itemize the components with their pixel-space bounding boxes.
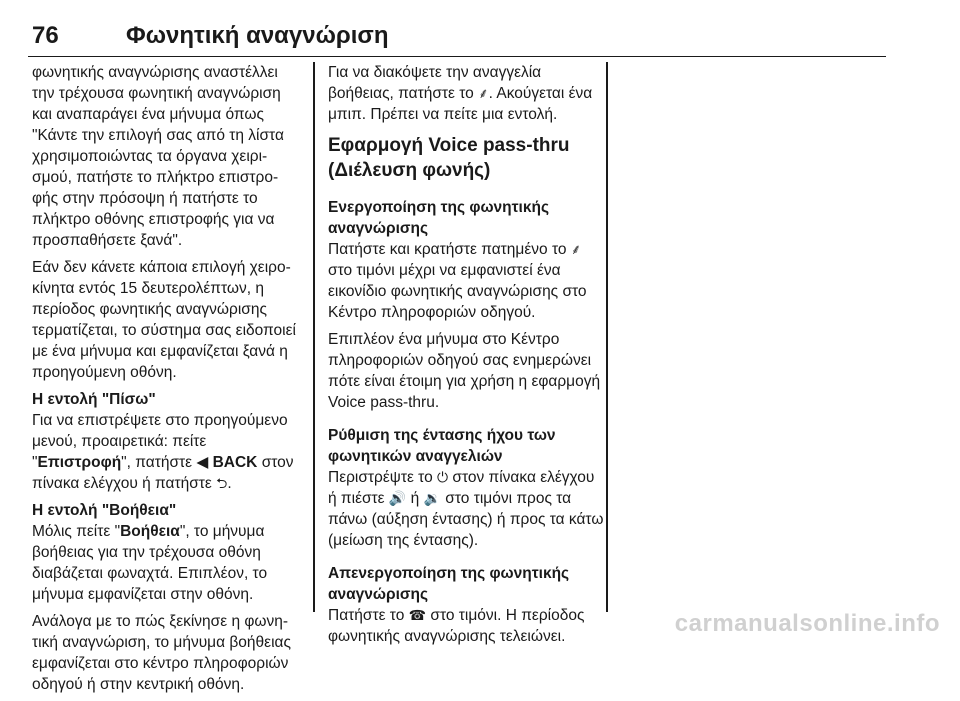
voice-button-icon: ⸙ [478,85,489,101]
paragraph-activate: Πατήστε και κρατήστε πατημένο το ⸙ στο τιμόνι μέχρι να εμφανιστεί ένα εικονίδιο φωνητικής αναγνώρισης στο Κέντρο πληροφοριών οδηγού. [328,241,587,321]
column-right [328,62,604,653]
subheading-back-command: Η εντολή "Πίσω" [32,391,156,408]
power-knob-icon: ⏻ [437,469,449,485]
hang-up-icon: ☎ [408,607,427,623]
page-header [28,22,886,57]
paragraph-volume: Περιστρέψτε το ⏻ στον πίνακα ελέγχου ή πιέστε 🔊 ή 🔉 στο τιμόνι προς τα πάνω (αύξηση έντασης) ή προς τα κάτω (μείωση της έντασης). [328,469,604,549]
subheading-deactivate: Απενεργοποίηση της φωνητικής αναγνώρισης [328,565,570,603]
voice-button-icon: ⸙ [570,241,582,257]
paragraph-ready-message: Επιπλέον ένα μήνυμα στο Κέντρο πληροφοριών οδηγού σας ενημερώνει πότε είναι έτοιμη για χρήση η εφαρμογή Voice pass-thru. [328,331,601,411]
paragraph-timeout: Εάν δεν κάνετε κάποια επιλογή χειροκίνητα εντός 15 δευτερολέπτων, η περίοδος φωνητικής αναγνώρισης τερματίζεται, το σύστημα σας ειδοποιεί με ένα μήνυμα και εμφανίζεται ξανά η προηγούμενη οθόνη. [32,259,296,381]
watermark: carmanualsonline.info [674,610,940,637]
paragraph-voice-back: φωνητικής αναγνώρισης αναστέλλει την τρέχουσα φωνητική αναγνώριση και αναπαράγει ένα μήνυμα όπως "Κάντε την επιλογή σας από τη λίστα χρησιμοποιώντας τα όργανα χειρισμού, πατήστε το πλήκτρο επιστροφής στην πρόσοψη ή πατήστε το πλήκτρο οθόνης επιστροφής για να προσπαθήσετε ξανά". [32,64,284,249]
paragraph-interrupt-help: Για να διακόψετε την αναγγελία βοήθειας, πατήστε το ⸙. Ακούγεται ένα μπιπ. Πρέπει να πείτε μια εντολή. [328,64,593,123]
subheading-activate: Ενεργοποίηση της φωνητικής αναγνώρισης [328,199,550,237]
paragraph-back-command: Για να επιστρέψετε στο προηγούμενο μενού, προαιρετικά: πείτε "Επιστροφή", πατήστε ◀ BACK στον πίνακα ελέγχου ή πατήστε ⮌. [32,412,294,492]
volume-down-icon: 🔉 [423,490,441,506]
subheading-help-command: Η εντολή "Βοήθεια" [32,502,177,519]
column-divider-1 [313,62,315,612]
page-number: 76 [32,22,59,49]
return-icon: ⮌ [216,475,228,491]
section-title-voice-pass-thru: Εφαρμογή Voice pass-thru (Διέλευση φωνής) [328,135,570,181]
column-divider-2 [606,62,608,612]
paragraph-help-location: Ανάλογα με το πώς ξεκίνησε η φωνητική αναγνώριση, το μήνυμα βοήθειας εμφανίζεται στο κέντρο πληροφοριών οδηγού ή στην κεντρική οθόνη. [32,613,291,693]
column-left [32,62,298,701]
back-key-label: ◀ BACK [196,454,258,471]
paragraph-help-command: Μόλις πείτε "Βοήθεια", το μήνυμα βοήθειας για την τρέχουσα οθόνη διαβάζεται φωναχτά. Επιπλέον, το μήνυμα εμφανίζεται στην οθόνη. [32,523,268,603]
volume-up-icon: 🔊 [388,490,407,506]
page-title: Φωνητική αναγνώριση [126,22,389,49]
paragraph-deactivate: Πατήστε το ☎ στο τιμόνι. Η περίοδος φωνητικής αναγνώρισης τελειώνει. [328,607,585,645]
subheading-volume: Ρύθμιση της έντασης ήχου των φωνητικών αναγγελιών [328,427,556,465]
